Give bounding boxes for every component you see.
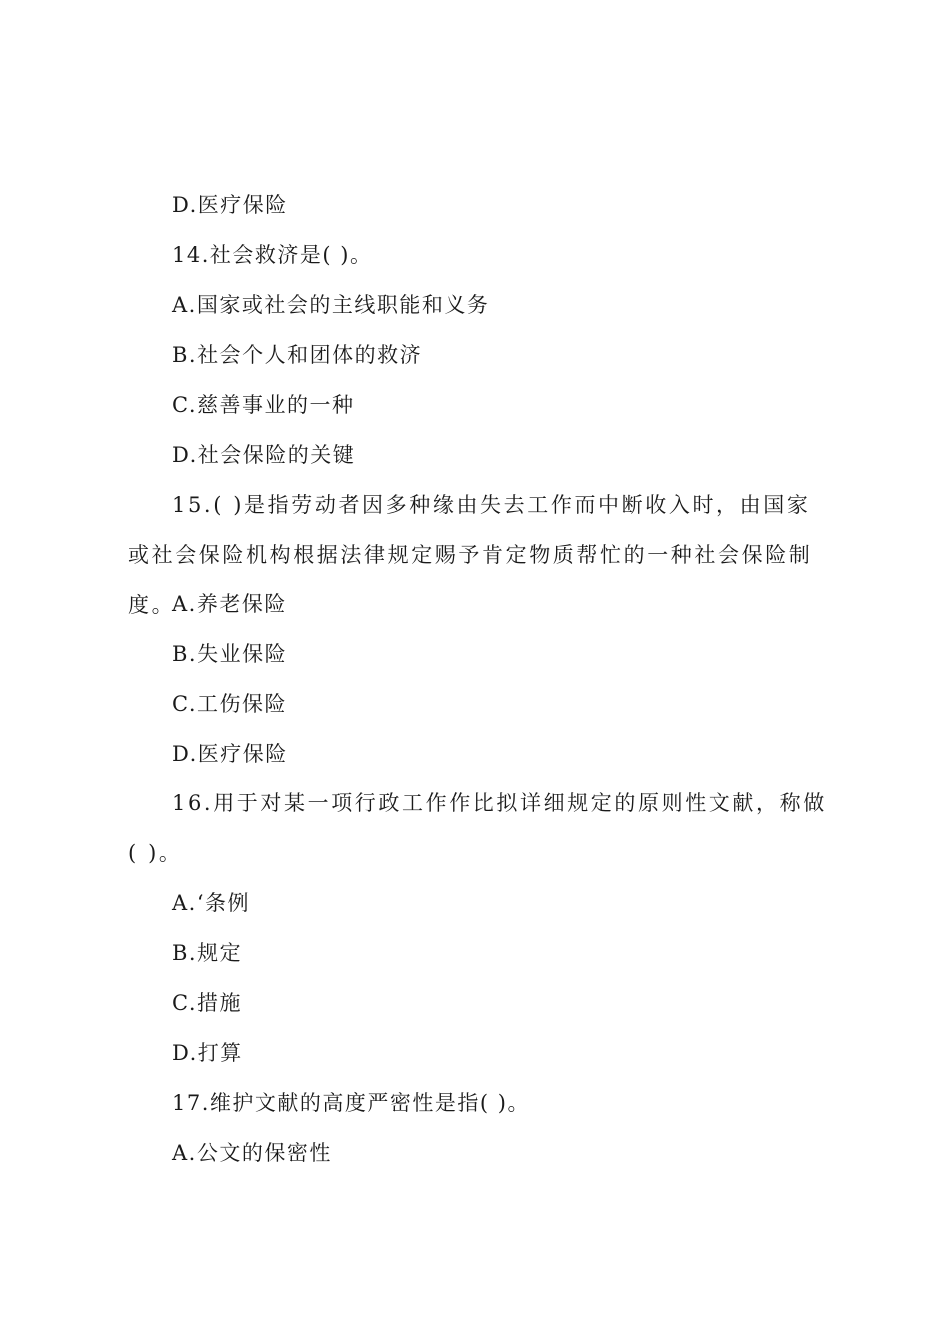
option-c-q16: C.措施 bbox=[172, 991, 242, 1015]
option-b-q15: B.失业保险 bbox=[172, 642, 288, 666]
option-d-q16: D.打算 bbox=[172, 1041, 243, 1065]
option-d-q15: D.医疗保险 bbox=[172, 742, 288, 766]
question-17: 17.维护文献的高度严密性是指( )。 bbox=[172, 1091, 530, 1115]
option-c-q15: C.工伤保险 bbox=[172, 692, 287, 716]
option-c-q14: C.慈善事业的一种 bbox=[172, 393, 355, 417]
option-b-q14: B.社会个人和团体的救济 bbox=[172, 343, 423, 367]
option-a-q16: A.‘条例 bbox=[172, 891, 251, 915]
question-16: 16.用于对某一项行政工作作比拟详细规定的原则性文献，称做( )。 bbox=[128, 791, 827, 865]
option-a-q15: A.养老保险 bbox=[172, 592, 287, 616]
question-15: 15.( )是指劳动者因多种缘由失去工作而中断收入时，由国家或社会保险机构根据法律规定赐予肯定物质帮忙的一种社会保险制度。 bbox=[128, 493, 813, 617]
question-14: 14.社会救济是( )。 bbox=[172, 243, 373, 267]
option-d-q14: D.社会保险的关键 bbox=[172, 443, 356, 467]
option-b-q16: B.规定 bbox=[172, 941, 243, 965]
option-a-q14: A.国家或社会的主线职能和义务 bbox=[172, 293, 490, 317]
option-d-q13: D.医疗保险 bbox=[172, 193, 288, 217]
option-a-q17: A.公文的保密性 bbox=[172, 1141, 332, 1165]
